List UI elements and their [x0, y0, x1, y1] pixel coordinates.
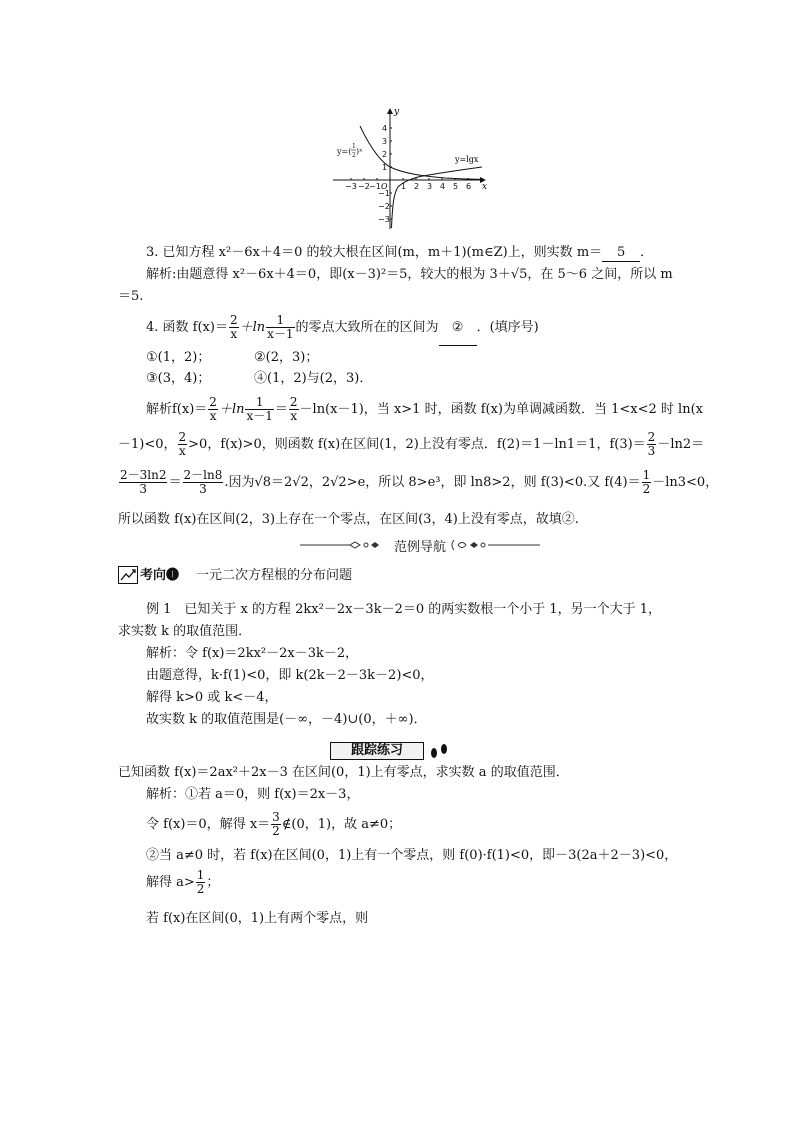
fraction: $\frac{1}{x-1}$: [267, 313, 294, 341]
x-tick: −1: [369, 182, 381, 191]
q4-solution-4: 所以函数 f(x)在区间(2，3)上存在一个零点，在区间(3，4)上没有零点，故填②.: [118, 512, 579, 527]
log-curve: [392, 167, 483, 228]
practice-line-4: ②当 a≠0 时，若 f(x)在区间(0，1)上有一个零点，则 f(0)·f(1)<0，即－3(2a＋2－3)<0，: [146, 848, 678, 863]
q3-answer: 5: [602, 245, 640, 262]
svg-text:)ˣ: )ˣ: [356, 147, 363, 156]
x-axis-label: x: [482, 182, 488, 192]
fraction: $\frac{2}{x}$: [178, 430, 187, 458]
example-1-line-6: 故实数 k 的取值范围是(－∞，－4)∪(0，＋∞)．: [146, 712, 427, 727]
svg-text:y=(: y=(: [337, 147, 352, 156]
y-tick: −1: [378, 189, 390, 198]
example-1-line-3: 解析：令 f(x)＝2kx²－2x－3k－2，: [146, 646, 359, 661]
x-tick: 2: [414, 182, 420, 191]
y-tick: 3: [382, 137, 388, 146]
y-tick: 1: [382, 163, 388, 172]
fraction: $\frac{1}{x-1}$: [246, 395, 273, 423]
q4-option-4: ④(1，2)与(2，3)．: [254, 371, 373, 386]
practice-line-3: 令 f(x)＝0，解得 x＝ $\frac{3}{2}$ ∉(0，1)，故 a≠0；: [146, 810, 402, 838]
practice-line-1: 已知函数 f(x)＝2ax²＋2x－3 在区间(0，1)上有零点，求实数 a 的取值范围．: [118, 765, 569, 780]
kaoxiang-title: 一元二次方程根的分布问题: [196, 568, 353, 583]
q3-line: [146, 245, 653, 262]
q3-text: 3. 已知方程 x²－6x＋4＝0 的较大根在区间(m，m＋1)(m∈Z)上，则实数 m＝: [146, 245, 603, 260]
example-1-line-4: 由题意得，k·f(1)<0，即 k(2k－2－3k－2)<0，: [146, 668, 434, 683]
fraction: $\frac{1}{2}$: [642, 468, 651, 496]
fraction: $\frac{2}{x}$: [289, 395, 298, 423]
banner-ornament-right-icon: [450, 538, 540, 552]
q4-pre: 4. 函数 f(x)＝: [146, 320, 228, 335]
fraction: $\frac{2-3\ln 2}{3}$: [120, 468, 167, 496]
q4-solution-1: 解析f(x)＝ $\frac{2}{x}$ ＋ln $\frac{1}{x-1}$ ＝ $\frac{2}{x}$ －ln(x－1)，当 x>1 时，函数 f(x)为单调减函数．当 1<x<2 时 ln(x: [146, 395, 703, 423]
q3-solution-1: 解析:由题意得 x²－6x＋4＝0，即(x－3)²＝5，较大的根为 3＋√5，在 5～6 之间，所以 m: [146, 267, 673, 282]
origin-label: O: [381, 182, 388, 191]
q4-solution-3: $\frac{2-3\ln 2}{3}$ ＝ $\frac{2-\ln 8}{3}$ .因为√8＝2√2，2√2>e，所以 8>e³，即 ln8>2，则 f(3)<0.又 f(4)＝ $\frac{1}{2}$ －ln3<0，: [120, 468, 719, 496]
q4-option-2: ②(2，3)；: [254, 350, 319, 365]
exp-curve: [360, 126, 481, 179]
y-tick: 2: [382, 150, 388, 159]
y-tick: −3: [378, 215, 390, 224]
q4-post: 的零点大致所在的区间为: [295, 320, 439, 335]
y-tick: 4: [382, 124, 388, 133]
x-tick: −3: [345, 182, 357, 191]
function-graph: [325, 105, 495, 235]
practice-label: 跟踪练习: [330, 742, 424, 760]
exp-curve-label: [336, 143, 363, 159]
practice-line-5: 解得 a> $\frac{1}{2}$ ；: [146, 868, 220, 896]
x-tick: 5: [453, 182, 459, 191]
footprint-icon: [428, 743, 452, 759]
q4-option-3: ③(3，4)；: [146, 371, 211, 386]
q4-line: [146, 311, 539, 345]
y-tick: −2: [378, 202, 390, 211]
fraction: $\frac{2-\ln 8}{3}$: [183, 468, 223, 496]
example-1-line-5: 解得 k>0 或 k<－4，: [146, 690, 278, 705]
example-1-line-1: 例 1 已知关于 x 的方程 2kx²－2x－3k－2＝0 的两实数根一个小于 1，另一个大于 1，: [146, 602, 662, 617]
banner-title: 范例导航: [393, 540, 446, 555]
fraction: $\frac{2}{3}$: [647, 430, 656, 458]
practice-line-2: 解析：①若 a＝0，则 f(x)＝2x－3，: [146, 787, 360, 802]
svg-text:2: 2: [352, 152, 356, 159]
q4-option-1: ①(1，2)；: [146, 350, 211, 365]
q4-tail: ．(填序号): [476, 320, 539, 335]
x-tick: 3: [427, 182, 433, 191]
y-axis-label: y: [394, 107, 400, 117]
section-banner: [300, 536, 540, 554]
practice-line-6: 若 f(x)在区间(0，1)上有两个零点，则: [146, 911, 369, 926]
kaoxiang-label: 考向❶: [140, 568, 180, 583]
x-tick: −2: [358, 182, 370, 191]
x-tick: 4: [440, 182, 446, 191]
q4-answer: ②: [439, 311, 477, 346]
q3-end: ．: [640, 245, 654, 260]
fraction: $\frac{2}{x}$: [209, 395, 217, 423]
x-tick: 6: [466, 182, 472, 191]
x-tick: 1: [401, 182, 407, 191]
fraction: $\frac{2}{x}$: [229, 313, 238, 341]
example-1-line-2: 求实数 k 的取值范围．: [118, 624, 252, 639]
fraction: $\frac{3}{2}$: [272, 810, 280, 838]
practice-banner: [330, 741, 460, 759]
trend-icon: [118, 566, 138, 584]
fraction: $\frac{1}{2}$: [196, 868, 205, 896]
q3-solution-2: ＝5.: [118, 289, 144, 304]
svg-text:1: 1: [352, 143, 356, 150]
log-curve-label: y=lgx: [455, 155, 479, 164]
q4-solution-2: －1)<0， $\frac{2}{x}$ >0，f(x)>0，则函数 f(x)在区间(1，2)上没有零点．f(2)＝1－ln1＝1，f(3)＝ $\frac{2}{3}$ －ln2＝: [118, 430, 705, 458]
q4-mid: ＋ln: [239, 320, 266, 335]
